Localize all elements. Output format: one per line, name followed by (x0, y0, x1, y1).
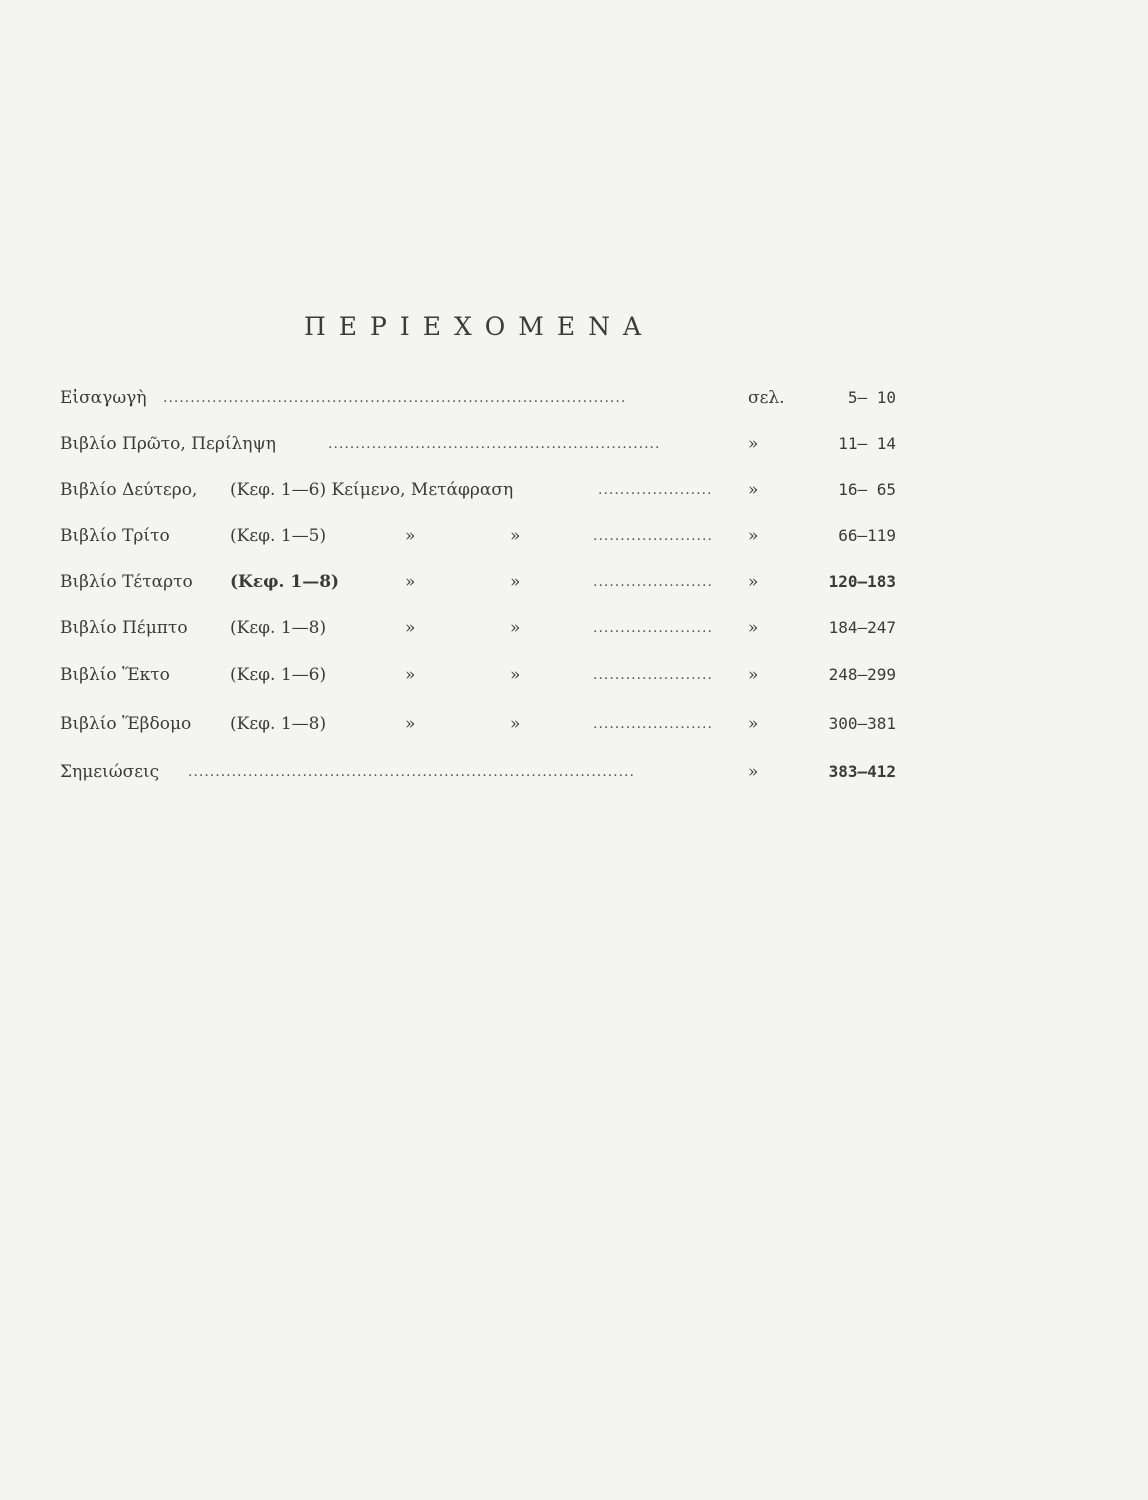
page-range: 248—299 (828, 665, 896, 684)
toc-entry-notes (60, 759, 900, 785)
dot-leader: ...................... (593, 716, 713, 732)
page-prefix: » (748, 714, 759, 734)
page-range: 120—183 (828, 572, 896, 591)
ditto-mark: » (510, 526, 521, 546)
toc-entry-book-7 (60, 711, 900, 737)
toc-entry-chapters: (Κεφ. 1—6) Κείμενο, Μετάφραση (230, 480, 514, 500)
ditto-mark: » (510, 714, 521, 734)
toc-entry-title: Βιβλίο Πρῶτο, Περίληψη (60, 434, 276, 454)
ditto-mark: » (405, 572, 416, 592)
page-range: 66—119 (838, 526, 896, 545)
ditto-mark: » (405, 526, 416, 546)
page-range: 300—381 (828, 714, 896, 733)
ditto-mark: » (510, 572, 521, 592)
page-range: 16— 65 (838, 480, 896, 499)
toc-entry-chapters: (Κεφ. 1—8) (230, 714, 327, 734)
toc-entry-chapters: (Κεφ. 1—5) (230, 526, 327, 546)
dot-leader: ...................... (593, 667, 713, 683)
page-prefix: » (748, 618, 759, 638)
toc-entry-title: Βιβλίο Πέμπτο (60, 618, 188, 638)
dot-leader: .................................................................................. (188, 764, 635, 780)
page-prefix: σελ. (748, 388, 785, 408)
page-prefix: » (748, 665, 759, 685)
page-prefix: » (748, 480, 759, 500)
toc-entry-book-5 (60, 615, 900, 641)
toc-entry-introduction (60, 385, 900, 411)
page-prefix: » (748, 762, 759, 782)
page-range: 11— 14 (838, 434, 896, 453)
page-range: 5— 10 (847, 388, 896, 407)
dot-leader: ...................... (593, 620, 713, 636)
toc-entry-chapters: (Κεφ. 1—8) (230, 618, 327, 638)
ditto-mark: » (405, 618, 416, 638)
dot-leader: ...................... (593, 574, 713, 590)
page-range: 184—247 (828, 618, 896, 637)
page-prefix: » (748, 526, 759, 546)
toc-entry-chapters: (Κεφ. 1—6) (230, 665, 327, 685)
page-prefix: » (748, 434, 759, 454)
toc-entry-title: Βιβλίο Ἕβδομο (60, 714, 192, 734)
ditto-mark: » (405, 665, 416, 685)
toc-entry-book-2 (60, 477, 900, 503)
page-range: 383—412 (828, 762, 896, 781)
page-title: ΠΕΡΙΕΧΟΜΕΝΑ (303, 312, 655, 341)
page-prefix: » (748, 572, 759, 592)
ditto-mark: » (510, 665, 521, 685)
toc-entry-title: Σημειώσεις (60, 762, 160, 782)
dot-leader: ............................................................. (328, 436, 661, 452)
dot-leader: ...................... (593, 528, 713, 544)
ditto-mark: » (510, 618, 521, 638)
toc-entry-title: Βιβλίο Τέταρτο (60, 572, 193, 592)
toc-entry-title: Βιβλίο Δεύτερο, (60, 480, 198, 500)
toc-entry-title: Βιβλίο Ἕκτο (60, 665, 170, 685)
dot-leader: ..................... (598, 482, 713, 498)
toc-entry-chapters: (Κεφ. 1—8) (230, 572, 340, 592)
toc-entry-book-3 (60, 523, 900, 549)
toc-entry-title: Βιβλίο Τρίτο (60, 526, 170, 546)
ditto-mark: » (405, 714, 416, 734)
toc-entry-book-4 (60, 569, 900, 595)
dot-leader: ..................................................................................... (163, 390, 627, 406)
toc-entry-title: Εἰσαγωγὴ (60, 388, 147, 408)
toc-entry-book-1 (60, 431, 900, 457)
toc-entry-book-6 (60, 662, 900, 688)
